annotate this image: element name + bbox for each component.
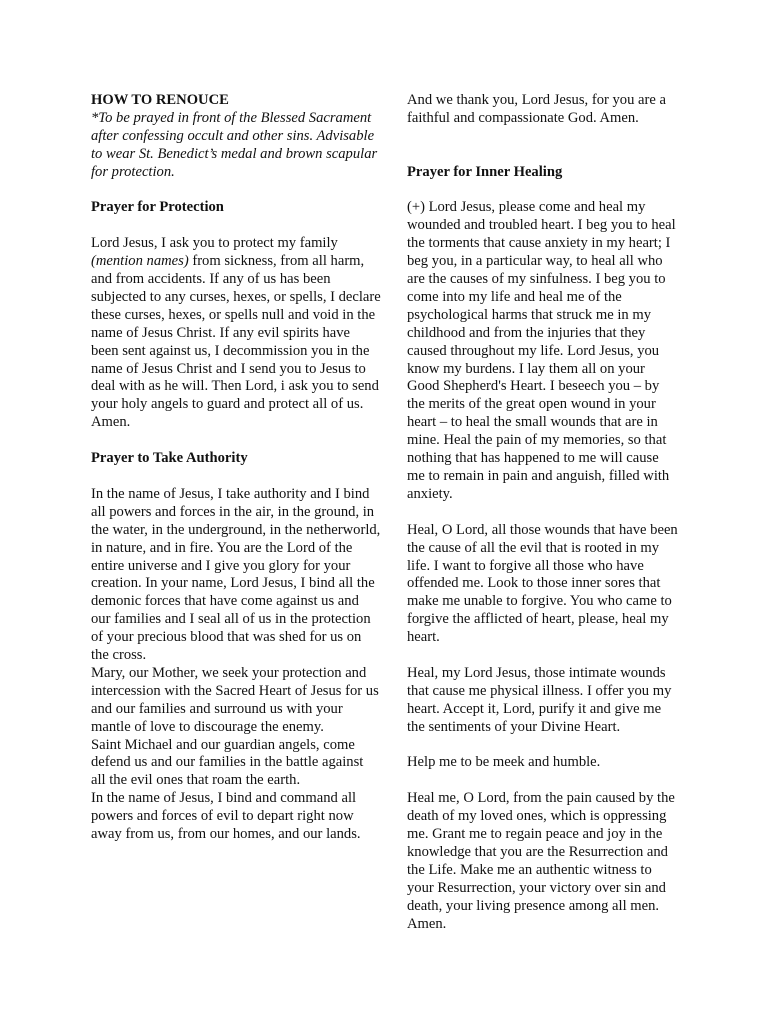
intro-note: *To be prayed in front of the Blessed Sacrament after confessing occult and other sins. Advisable to wear St. Benedict’s medal and brown scapular for protection. [91, 109, 378, 180]
inner-healing-paragraph-1: (+) Lord Jesus, please come and heal my wounded and troubled heart. I beg you to heal the torments that cause anxiety in my heart; I beg you, in a particular way, to heal all who are the causes of my sinfulness. I beg you to come into my life and heal me of the psychological harms that struck me in my childhood and from the injuries that they caused throughout my life. Lord Jesus, you know my burdens. I lay them all on your Good Shepherd's Heart. I beseech you – by the merits of the great open wound in your heart – to heal the small wounds that are in mine. Heal the pain of my memories, so that nothing that has happened to me will cause me to remain in pain and anguish, filled with anxiety. [407, 199, 676, 502]
protection-prayer [91, 235, 381, 432]
authority-paragraph-2: Mary, our Mother, we seek your protection and intercession with the Sacred Heart of Jesus for us and our families and surround us with your mantle of love to discourage the enemy. [91, 664, 379, 735]
authority-paragraph-3: Saint Michael and our guardian angels, come defend us and our families in the battle against all the evil ones that roam the earth. [91, 736, 364, 789]
inner-healing-paragraph-4: Help me to be meek and humble. [407, 754, 601, 771]
inner-healing-paragraph-5: Heal me, O Lord, from the pain caused by the death of my loved ones, which is oppressing me. Grant me to regain peace and joy in the knowledge that you are the Resurrection and the Life. Make me an authentic witness to your Resurrection, your victory over sin and death, your living presence among all men. Amen. [407, 790, 675, 932]
inner-healing-heading: Prayer for Inner Healing [407, 163, 563, 180]
mention-names-note: (mention names) [91, 253, 189, 270]
right-column [407, 92, 679, 934]
protection-text-rest: from sickness, from all harm, and from accidents. If any of us has been subjected to any curses, hexes, or spells, I declare these curses, hexes, or spells null and void in the name of Jesus Christ. If any evil spirits have been sent against us, I decommission you in the name of Jesus Christ and I send you to Jesus to deal with as he will. Then Lord, i ask you to send your holy angels to guard and protect all of us. Amen. [91, 253, 381, 431]
inner-healing-paragraph-3: Heal, my Lord Jesus, those intimate wounds that cause me physical illness. I offer you my heart. Accept it, Lord, purify it and give me the sentiments of your Divine Heart. [407, 664, 672, 735]
left-column [91, 92, 381, 844]
protection-text-start: Lord Jesus, I ask you to protect my family [91, 235, 338, 252]
authority-paragraph-1: In the name of Jesus, I take authority and I bind all powers and forces in the air, in the ground, in the water, in the underground, in the netherworld, in nature, and in fire. You are the Lord of the entire universe and I give you glory for your creation. In your name, Lord Jesus, I bind all the demonic forces that have come against us and our families and I seal all of us in the protection of your precious blood that was shed for us on the cross. [91, 485, 381, 664]
document-title: HOW TO RENOUCE [91, 92, 229, 108]
authority-heading: Prayer to Take Authority [91, 450, 248, 467]
inner-healing-paragraph-2: Heal, O Lord, all those wounds that have been the cause of all the evil that is rooted in my life. I want to forgive all those who have offended me. Look to those inner sores that make me unable to forgive. You who came to forgive the afflicted of heart, please, heal my heart. [407, 521, 678, 646]
thanks-paragraph: And we thank you, Lord Jesus, for you are a faithful and compassionate God. Amen. [407, 92, 666, 126]
authority-paragraph-4: In the name of Jesus, I bind and command all powers and forces of evil to depart right now away from us, from our homes, and our lands. [91, 790, 361, 843]
protection-heading: Prayer for Protection [91, 199, 224, 216]
